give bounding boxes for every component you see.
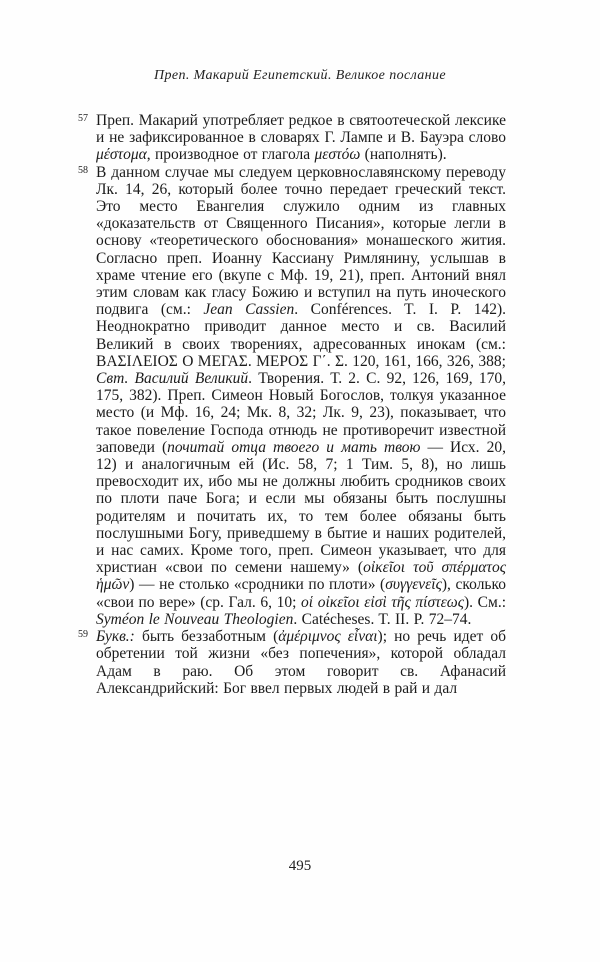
note-text-segment: — Исх. 20, 12) и аналогичным ей (Ис. 58, 7; 1 Тим. 5, 8), но лишь превосходит их, ибо мы не должны любить сродников своих по плоти паче Бога; и если мы обязаны быть послушны родителям и почитать их, то тем более обязаны быть послушными Богу, приведшему в бытие и наших родителей, и нас самих. Кроме того, преп. Симеон указывает, что для христиан «свои по семени нашему» ( bbox=[96, 438, 506, 577]
note-text-segment: . Творения. Т. 2. С. 92, 126, 169, 170, 175, 382). Преп. Симеон Новый Богослов, толкуя указанное место (и Мф. 16, 24; Мк. 8, 32; Лк. 9, 23), показывает, что такое повеление Господа отнюдь не противоречит известной заповеди ( bbox=[96, 370, 506, 456]
page-number: 495 bbox=[288, 858, 312, 874]
note-text-segment: . Catécheses. T. II. P. 72–74. bbox=[293, 610, 472, 628]
notes-list bbox=[78, 112, 507, 697]
note-text-italic-segment: Jean Cassien bbox=[203, 301, 295, 319]
note-text-italic-segment: συγγενεῖς bbox=[385, 576, 442, 594]
note-text bbox=[96, 164, 506, 628]
note-text-segment: ) — не столько «сродники по плоти» ( bbox=[129, 576, 386, 594]
note bbox=[78, 112, 506, 164]
note bbox=[78, 628, 507, 697]
note-text-segment: . Conférences. T. I. P. 142). Неоднократно приводит данное место и св. Василий Великий в своих творениях, адресованных инокам (см.: ΒΑΣΙΛΕΙΟΣ Ο ΜΕΓΑΣ. ΜΕΡΟΣ Γ΄. Σ. 120, 161, 166, 326, 388; bbox=[96, 301, 506, 370]
note-text-italic-segment: ἀμέριμνος εἶναι bbox=[278, 628, 378, 646]
note-text bbox=[96, 628, 506, 697]
note-number: 59 bbox=[78, 629, 88, 641]
note-text-segment: ); но речь идет об обретении той жизни «без попечения», которой обладал Адам в раю. Об этом говорит св. Афанасий Александрийский: Бог ввел первых людей в рай и дал bbox=[96, 628, 507, 697]
note-text-segment: ). См.: bbox=[464, 593, 506, 611]
note-number: 58 bbox=[78, 164, 88, 176]
note-text-italic-segment: Букв.: bbox=[96, 628, 135, 646]
note bbox=[78, 163, 506, 628]
note-number: 57 bbox=[78, 113, 88, 124]
running-header: Преп. Макарий Египетский. Великое послание bbox=[153, 68, 447, 83]
note-text-segment: быть беззаботным ( bbox=[134, 628, 279, 646]
note-text-italic-segment: μεστόω bbox=[314, 146, 361, 164]
note-text-italic-segment: οἱ οἰκεῖοι εἰσὶ τῆς πίστεως bbox=[301, 593, 465, 611]
note-text-italic-segment: οἰκεῖοι τοῦ σπέρματος ἡμῶν bbox=[96, 559, 506, 594]
note-text-segment: , производное от глагола bbox=[146, 146, 315, 164]
note-text-segment: Преп. Макарий употребляет редкое в святоотеческой лексике и не зафиксированное в словарях Г. Лампе и В. Бауэра слово bbox=[96, 112, 506, 147]
note-text-segment: В данном случае мы следуем церковнославянскому переводу Лк. 14, 26, который более точно передает греческий текст. Это место Евангелия служило одним из главных «доказательств от Священного Писания», которые легли в основу «теоретического обоснования» монашеского жития. Согласно преп. Иоанну Кассиану Римлянину, услышав в храме чтение его (вкупе с Мф. 19, 21), преп. Антоний внял этим словам как гласу Божию и вступил на путь иноческого подвига (см.: bbox=[96, 163, 506, 319]
note-text-segment: (наполнять). bbox=[360, 146, 447, 164]
note-text-segment: ), сколько «свои по вере» (ср. Гал. 6, 10; bbox=[96, 576, 506, 611]
note-text-italic-segment: μέστομα bbox=[96, 146, 147, 164]
note-text-italic-segment: Свт. Василий Великий bbox=[96, 370, 249, 388]
note-text bbox=[96, 112, 506, 164]
note-text-italic-segment: почитай отца твоего и мать твою bbox=[167, 438, 421, 456]
note-text-italic-segment: Syméon le Nouveau Theologien bbox=[96, 610, 294, 628]
